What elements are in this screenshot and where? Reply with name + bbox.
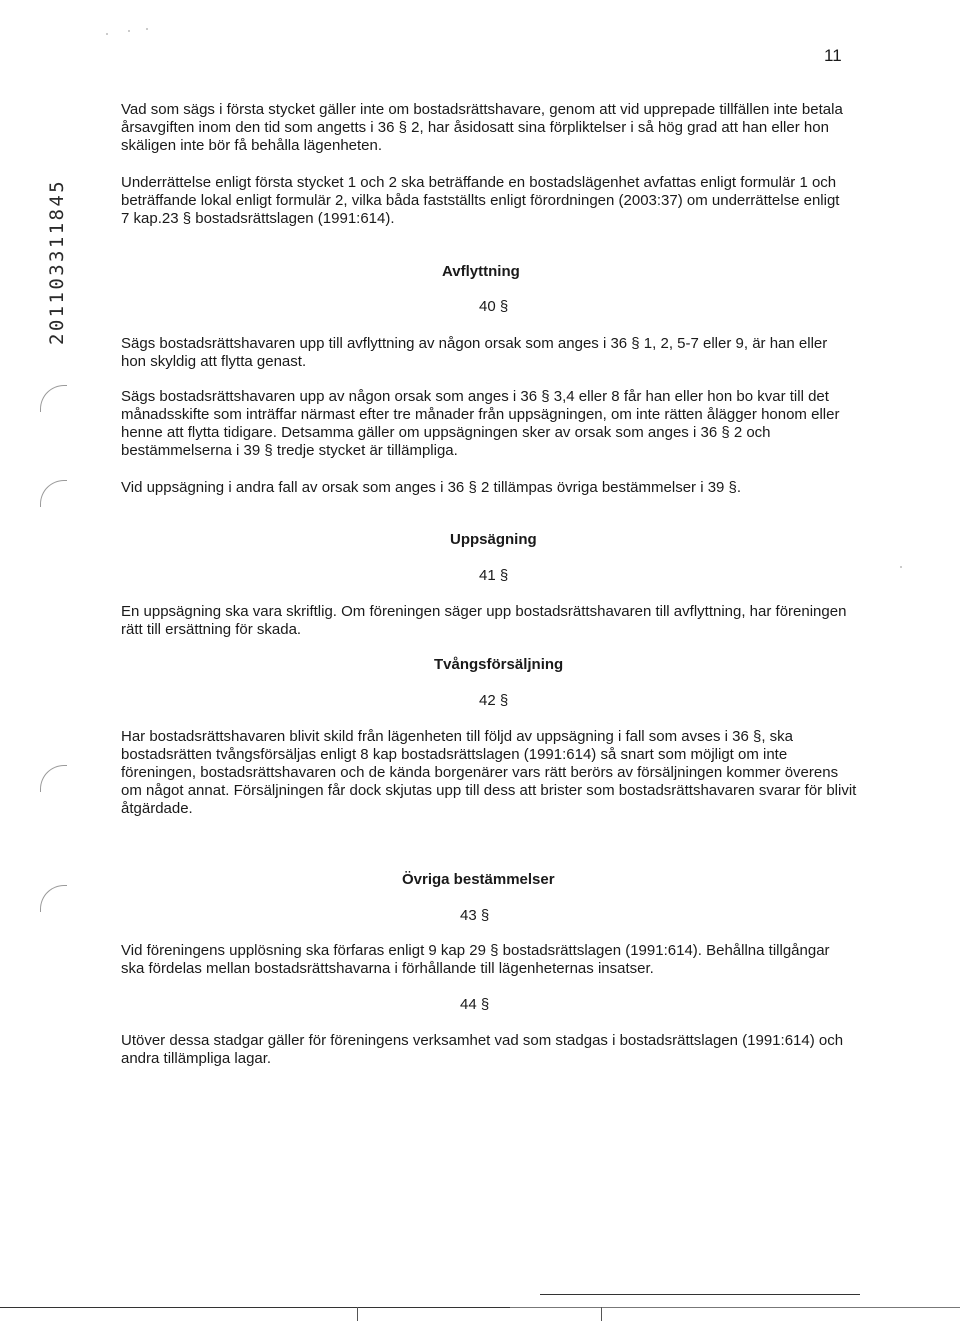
section-number-43: 43 § [460, 907, 490, 924]
margin-mark [40, 480, 67, 507]
paragraph-underrattelse: Underrättelse enligt första stycket 1 och 2 ska beträffande en bostadslägenhet avfattas enligt formulär 1 och beträffande lokal enligt formulär 2, vilka båda fastställts enligt förordningen (2003:37) om underrättelse enligt 7 kap.23 § bostadsrättslagen (1991:614). [121, 174, 840, 227]
paragraph-intro: Vad som sägs i första stycket gäller inte om bostadsrättshavare, genom att vid upprepade tillfällen inte betala årsavgiften inom den tid som angetts i 36 § 2, har åsidosatt sina förpliktelser i så hög grad att han eller hon skäligen inte bör få behålla lägenheten. [121, 101, 843, 154]
section-number-42: 42 § [479, 692, 509, 709]
scan-speck [146, 28, 148, 30]
paragraph-tvangsforsaljning: Har bostadsrättshavaren blivit skild från lägenheten till följd av uppsägning i fall som avses i 36 §, ska bostadsrätten tvångsförsäljas enligt 8 kap bostadsrättslagen (1991:614) så snart som möjligt om inte föreningen, bostadsrättshavaren och de kända borgenärer vars rätt berörs av försäljningen kommer överens om något annat. Försäljningen får dock skjutas upp till dess att brister som bostadsrättshavaren svarar för blivit åtgärdade. [121, 728, 857, 817]
side-stamp-number: 201103311845 [46, 178, 68, 345]
page-number: 11 [824, 46, 842, 65]
heading-tvangsforsaljning: Tvångsförsäljning [434, 656, 564, 673]
paragraph-uppsagning-andra-fall: Vid uppsägning i andra fall av orsak som anges i 36 § 2 tillämpas övriga bestämmelser i 39 §. [121, 479, 742, 496]
scan-edge-tick [357, 1307, 358, 1321]
scan-speck [900, 566, 902, 568]
scan-speck [128, 30, 130, 32]
paragraph-avflyttning-bo-kvar: Sägs bostadsrättshavaren upp av någon orsak som anges i 36 § 3,4 eller 8 får han eller hon bo kvar till det månadsskifte som inträffar närmast efter tre månader från uppsägningen, om inte rätten ålägger honom eller henne att flytta tidigare. Detsamma gäller om uppsägningen sker av orsak som anges i 36 § 2 och bestämmelserna i 39 § tredje stycket är tillämpliga. [121, 388, 840, 459]
section-number-40: 40 § [479, 298, 509, 315]
paragraph-ovriga-lagar: Utöver dessa stadgar gäller för föreningens verksamhet vad som stadgas i bostadsrättslagen (1991:614) och andra tillämpliga lagar. [121, 1032, 844, 1067]
heading-ovriga-bestammelser: Övriga bestämmelser [402, 871, 555, 888]
scan-edge-line [0, 1307, 510, 1308]
section-number-44: 44 § [460, 996, 490, 1013]
scan-edge-line [540, 1294, 860, 1295]
scan-speck [106, 33, 108, 35]
section-number-41: 41 § [479, 567, 509, 584]
margin-mark [40, 385, 67, 412]
scan-edge-tick [601, 1307, 602, 1321]
heading-uppsagning: Uppsägning [450, 531, 537, 548]
margin-mark [40, 765, 67, 792]
margin-mark [40, 885, 67, 912]
paragraph-avflyttning-genast: Sägs bostadsrättshavaren upp till avflyttning av någon orsak som anges i 36 § 1, 2, 5-7 eller 9, är han eller hon skyldig att flytta genast. [121, 335, 828, 370]
scan-edge-line [510, 1307, 960, 1308]
heading-avflyttning: Avflyttning [442, 263, 520, 280]
paragraph-uppsagning-skriftlig: En uppsägning ska vara skriftlig. Om föreningen säger upp bostadsrättshavaren till avflyttning, har föreningen rätt till ersättning för skada. [121, 603, 847, 638]
paragraph-upplosning: Vid föreningens upplösning ska förfaras enligt 9 kap 29 § bostadsrättslagen (1991:614). Behållna tillgångar ska fördelas mellan bostadsrättshavarna i förhållande till lägenheternas insatser. [121, 942, 830, 977]
